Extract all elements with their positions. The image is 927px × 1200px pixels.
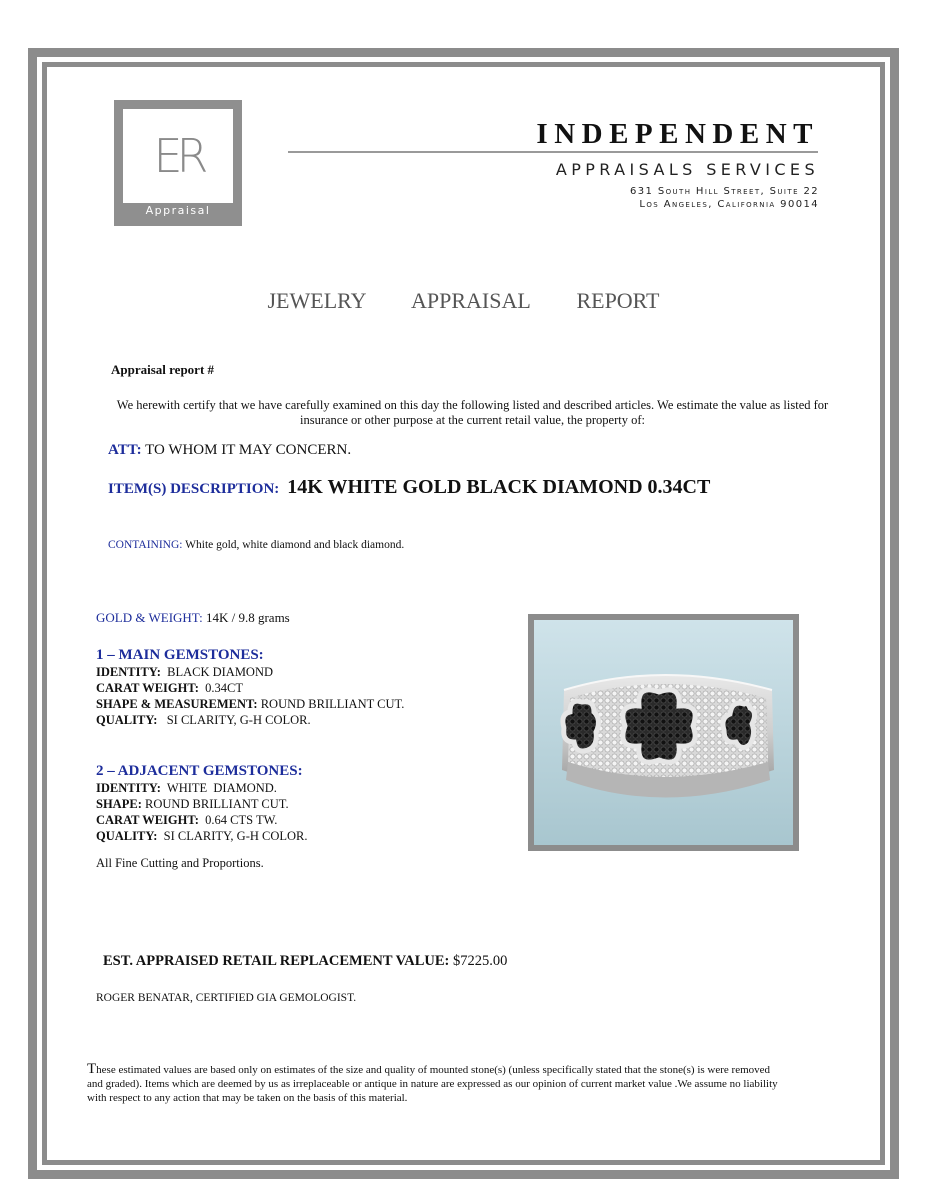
brand-subtitle: APPRAISALS SERVICES [555,160,819,179]
brand-name: INDEPENDENT [536,118,819,150]
att-label: ATT: [108,442,142,458]
address-line-2: Los Angeles, California 90014 [639,199,819,210]
ring-photo-frame [528,614,799,851]
gemologist-signature-line: ROGER BENATAR, CERTIFIED GIA GEMOLOGIST. [96,992,357,1004]
main-quality-row: QUALITY: SI CLARITY, G-H COLOR. [96,713,311,727]
containing-label: CONTAINING: [108,539,183,551]
containing-value: White gold, white diamond and black diamond. [185,539,405,551]
fine-cutting-note: All Fine Cutting and Proportions. [96,856,264,870]
item-description-label: ITEM(S) DESCRIPTION: [108,481,280,497]
logo-label: Appraisal [145,204,211,217]
address-line-1: 631 South Hill Street, Suite 22 [629,186,819,197]
main-gemstones-section [96,646,404,728]
gold-weight-value: 14K / 9.8 grams [205,610,290,625]
company-logo [114,100,242,226]
disclaimer-text: hese estimated values are based only on estimates of the size and quality of mounted stone(s) (unless specifically stated that the stone(s) is were removed and graded). Items which are deemed by us as irreplaceable or antique in nature are expressed as our opinion of current market value .We assume no liability with respect to any action that may be taken on the basis of this material. [87,1064,778,1104]
adjacent-shape-row: SHAPE: ROUND BRILLIANT CUT. [96,797,289,811]
appraisal-report-number: Appraisal report # [111,362,215,377]
item-description-value: 14K WHITE GOLD BLACK DIAMOND 0.34CT [287,476,711,498]
main-carat-row: CARAT WEIGHT: 0.34CT [96,681,244,695]
main-gemstones-title: 1 – MAIN GEMSTONES: [96,647,264,663]
brand-divider [288,151,818,153]
adjacent-identity-row: IDENTITY: WHITE DIAMOND. [96,781,277,795]
certification-statement: We herewith certify that we have carefully examined on this day the following listed and described articles. We estimate the value as listed for insurance or other purpose at the current retail value, the property of: [116,398,829,427]
estimated-value-line [103,953,507,970]
item-description [108,476,710,499]
logo-mark: ER [153,129,203,183]
containing-line [108,539,404,551]
main-identity-row: IDENTITY: BLACK DIAMOND [96,665,274,679]
adjacent-carat-row: CARAT WEIGHT: 0.64 CTS TW. [96,813,278,827]
report-title: JEWELRY APPRAISAL REPORT [267,288,660,313]
gold-weight-label: GOLD & WEIGHT: [96,610,203,625]
ring-photo [534,620,793,845]
disclaimer-initial: T [87,1061,97,1077]
adjacent-gemstones-section [96,762,308,844]
attention-line [108,442,351,459]
att-value: TO WHOM IT MAY CONCERN. [145,442,352,458]
gold-weight-line [96,610,290,626]
adjacent-quality-row: QUALITY: SI CLARITY, G-H COLOR. [96,829,308,843]
estimated-value-label: EST. APPRAISED RETAIL REPLACEMENT VALUE: [103,953,450,969]
main-shape-row: SHAPE & MEASUREMENT: ROUND BRILLIANT CUT. [96,697,405,711]
estimated-value-amount: $7225.00 [452,953,508,969]
ring-image-icon [534,620,793,845]
adjacent-gemstones-title: 2 – ADJACENT GEMSTONES: [96,763,303,779]
disclaimer [87,1062,787,1105]
